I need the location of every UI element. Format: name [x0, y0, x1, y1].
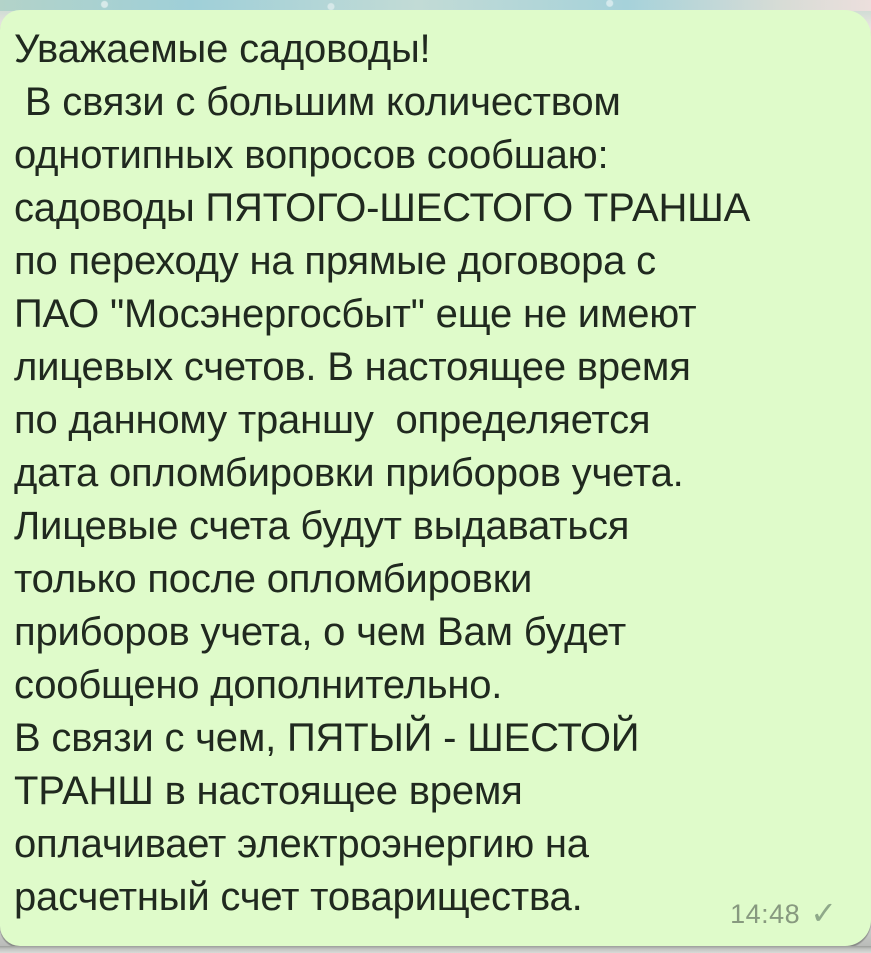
outgoing-message-bubble[interactable] [0, 10, 871, 946]
message-line: ПАО "Мосэнергосбыт" еще не имеют [14, 292, 697, 336]
message-line: лицевых счетов. В настоящее время [14, 345, 691, 389]
message-line: приборов учета, о чем Вам будет [14, 610, 627, 654]
message-timestamp: 14:48 [730, 898, 801, 929]
message-line: оплачивает электроэнергию на [14, 822, 589, 866]
message-text [14, 23, 857, 924]
message-line: только после опломбировки [14, 557, 533, 601]
message-meta [730, 895, 837, 931]
message-line: по переходу на прямые договора с [14, 239, 656, 283]
single-check-icon: ✓ [810, 895, 837, 931]
message-line: сообщено дополнительно. [14, 663, 503, 707]
message-line: В связи с чем, ПЯТЫЙ - ШЕСТОЙ [14, 716, 640, 760]
message-line: садоводы ПЯТОГО-ШЕСТОГО ТРАНША [14, 186, 751, 230]
chat-wallpaper-bottom [0, 946, 871, 953]
message-line: ТРАНШ в настоящее время [14, 769, 523, 813]
message-line: по данному траншу определяется [14, 398, 651, 442]
message-line: Уважаемые садоводы! [14, 27, 431, 71]
message-line: Лицевые счета будут выдаваться [14, 504, 630, 548]
message-line: однотипных вопросов сообшаю: [14, 133, 609, 177]
message-line: расчетный счет товарищества. [14, 875, 583, 919]
message-line: дата опломбировки приборов учета. [14, 451, 684, 495]
message-line: В связи с большим количеством [14, 80, 621, 124]
